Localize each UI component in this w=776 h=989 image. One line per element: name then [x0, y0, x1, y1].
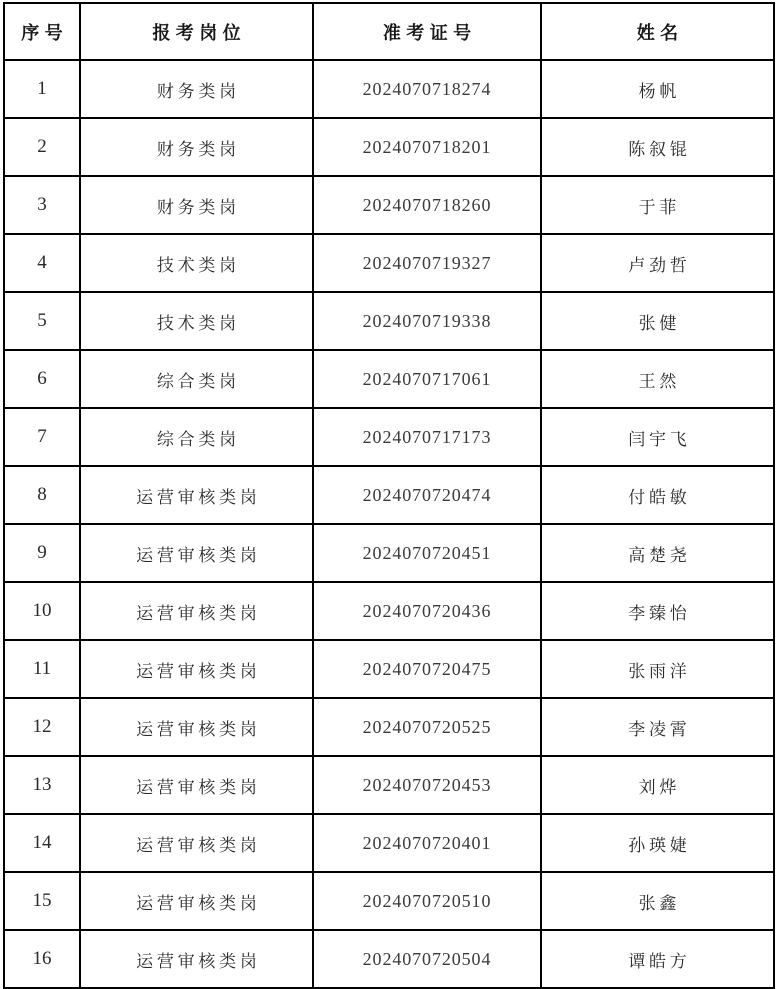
cell-position: 运营审核类岗 [80, 640, 313, 698]
cell-name: 谭皓方 [541, 930, 774, 988]
cell-position: 技术类岗 [80, 234, 313, 292]
cell-index: 4 [4, 234, 80, 292]
cell-position: 运营审核类岗 [80, 756, 313, 814]
cell-position: 财务类岗 [80, 60, 313, 118]
cell-ticket: 2024070720475 [313, 640, 541, 698]
cell-ticket: 2024070717173 [313, 408, 541, 466]
cell-name: 陈叙锟 [541, 118, 774, 176]
column-header-index: 序号 [4, 3, 80, 60]
cell-name: 张雨洋 [541, 640, 774, 698]
cell-position: 运营审核类岗 [80, 524, 313, 582]
cell-name: 于菲 [541, 176, 774, 234]
cell-ticket: 2024070720474 [313, 466, 541, 524]
cell-name: 刘烨 [541, 756, 774, 814]
cell-ticket: 2024070720504 [313, 930, 541, 988]
table-row [4, 466, 774, 524]
table-row [4, 872, 774, 930]
cell-position: 运营审核类岗 [80, 930, 313, 988]
cell-ticket: 2024070718201 [313, 118, 541, 176]
table-row [4, 756, 774, 814]
cell-ticket: 2024070718274 [313, 60, 541, 118]
cell-ticket: 2024070720436 [313, 582, 541, 640]
table-row [4, 350, 774, 408]
cell-index: 11 [4, 640, 80, 698]
cell-position: 综合类岗 [80, 408, 313, 466]
cell-name: 付皓敏 [541, 466, 774, 524]
cell-position: 财务类岗 [80, 118, 313, 176]
table-row [4, 814, 774, 872]
cell-index: 2 [4, 118, 80, 176]
cell-position: 运营审核类岗 [80, 814, 313, 872]
cell-index: 14 [4, 814, 80, 872]
cell-index: 10 [4, 582, 80, 640]
table-row [4, 582, 774, 640]
header-row [4, 3, 774, 60]
candidates-table [3, 2, 775, 989]
cell-index: 9 [4, 524, 80, 582]
cell-name: 孙瑛婕 [541, 814, 774, 872]
cell-ticket: 2024070720525 [313, 698, 541, 756]
column-header-ticket: 准考证号 [313, 3, 541, 60]
cell-index: 3 [4, 176, 80, 234]
table-body [4, 60, 774, 988]
table-row [4, 524, 774, 582]
cell-ticket: 2024070719338 [313, 292, 541, 350]
cell-name: 王然 [541, 350, 774, 408]
cell-ticket: 2024070717061 [313, 350, 541, 408]
cell-index: 6 [4, 350, 80, 408]
cell-name: 张鑫 [541, 872, 774, 930]
cell-ticket: 2024070719327 [313, 234, 541, 292]
table-row [4, 292, 774, 350]
cell-name: 卢劲哲 [541, 234, 774, 292]
cell-position: 运营审核类岗 [80, 698, 313, 756]
cell-position: 综合类岗 [80, 350, 313, 408]
table-row [4, 640, 774, 698]
cell-index: 15 [4, 872, 80, 930]
cell-position: 运营审核类岗 [80, 582, 313, 640]
cell-position: 运营审核类岗 [80, 466, 313, 524]
cell-index: 13 [4, 756, 80, 814]
cell-name: 杨帆 [541, 60, 774, 118]
cell-index: 8 [4, 466, 80, 524]
table-row [4, 60, 774, 118]
cell-name: 高楚尧 [541, 524, 774, 582]
cell-index: 1 [4, 60, 80, 118]
table-row [4, 930, 774, 988]
table-row [4, 698, 774, 756]
table-row [4, 234, 774, 292]
cell-name: 李凌霄 [541, 698, 774, 756]
table-row [4, 408, 774, 466]
table-row [4, 118, 774, 176]
cell-ticket: 2024070718260 [313, 176, 541, 234]
cell-ticket: 2024070720510 [313, 872, 541, 930]
cell-name: 李臻怡 [541, 582, 774, 640]
column-header-position: 报考岗位 [80, 3, 313, 60]
cell-index: 5 [4, 292, 80, 350]
cell-name: 闫宇飞 [541, 408, 774, 466]
cell-ticket: 2024070720453 [313, 756, 541, 814]
cell-position: 财务类岗 [80, 176, 313, 234]
cell-index: 7 [4, 408, 80, 466]
cell-name: 张健 [541, 292, 774, 350]
cell-index: 12 [4, 698, 80, 756]
cell-position: 运营审核类岗 [80, 872, 313, 930]
cell-position: 技术类岗 [80, 292, 313, 350]
table-row [4, 176, 774, 234]
cell-ticket: 2024070720451 [313, 524, 541, 582]
column-header-name: 姓名 [541, 3, 774, 60]
cell-ticket: 2024070720401 [313, 814, 541, 872]
cell-index: 16 [4, 930, 80, 988]
